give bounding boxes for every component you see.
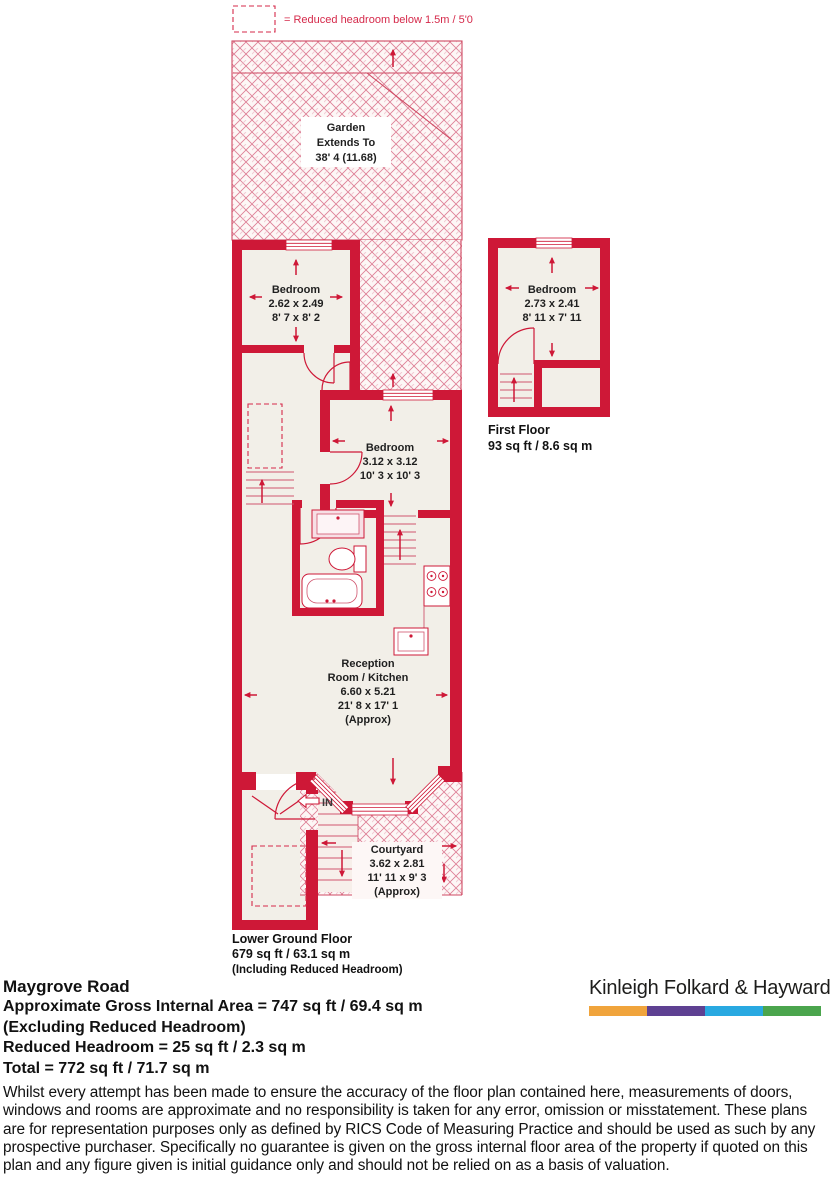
svg-text:8' 7 x 8' 2: 8' 7 x 8' 2 — [271, 312, 321, 324]
window-bedroom-mid — [383, 390, 433, 400]
svg-text:3.12 x 3.12: 3.12 x 3.12 — [362, 456, 418, 468]
garden-extends: Extends To — [316, 137, 376, 149]
excluding-line: (Excluding Reduced Headroom) — [3, 1018, 246, 1036]
bedroom-mid-label — [360, 442, 420, 482]
in-label: IN — [322, 797, 333, 809]
svg-text:679 sq ft / 63.1 sq m: 679 sq ft / 63.1 sq m — [232, 947, 351, 961]
total-area-line: Total = 772 sq ft / 71.7 sq m — [3, 1059, 210, 1077]
legend-dashed-box — [233, 6, 275, 32]
reduced-headroom-legend — [233, 6, 473, 32]
brand-logo — [589, 977, 831, 1016]
legend-label: = Reduced headroom below 1.5m / 5'0 — [284, 14, 473, 26]
svg-text:21' 8 x 17' 1: 21' 8 x 17' 1 — [337, 700, 399, 712]
bedroom-lg-label — [268, 284, 323, 324]
svg-text:Bedroom: Bedroom — [365, 442, 415, 454]
garden-name: Garden — [326, 122, 366, 134]
window-bedroom-lg — [286, 240, 332, 250]
svg-text:Bedroom: Bedroom — [527, 284, 577, 296]
brand-bar-segment — [763, 1006, 821, 1016]
disclaimer-text: Whilst every attempt has been made to ensure the accuracy of the floor plan contained here, measurements of doors, windows and rooms are approximate and no responsibility is taken for any error, omission or misstatement. These plans are for representation purposes only as defined by RICS Code of Measuring Practice and should be used as such by any prospective purchaser. Specifically no guarantee is given on the gross internal floor area of the property if quoted on this plan and any figure given is initial guidance only and should not be relied on as a basis of valuation. — [3, 1084, 816, 1175]
garden-dimension: 38' 4 (11.68) — [315, 152, 377, 164]
first-floor-caption — [488, 423, 592, 453]
svg-text:2.73 x 2.41: 2.73 x 2.41 — [524, 298, 580, 310]
svg-text:Bedroom: Bedroom — [271, 284, 321, 296]
brand-bar-segment — [647, 1006, 705, 1016]
stove — [424, 566, 450, 606]
svg-text:8' 11 x 7' 11: 8' 11 x 7' 11 — [522, 312, 582, 324]
svg-text:(Approx): (Approx) — [345, 714, 391, 726]
lower-ground-caption — [232, 932, 403, 976]
brand-bar-segment — [705, 1006, 763, 1016]
bathtub — [302, 574, 362, 608]
garden-area — [232, 41, 462, 240]
svg-text:(Approx): (Approx) — [374, 886, 420, 898]
brand-bar-segment — [589, 1006, 647, 1016]
brand-name: Kinleigh Folkard & Hayward — [589, 977, 831, 999]
svg-text:93 sq ft / 8.6 sq m: 93 sq ft / 8.6 sq m — [488, 439, 593, 453]
svg-text:11' 11 x 9' 3: 11' 11 x 9' 3 — [367, 872, 427, 884]
svg-text:Lower Ground Floor: Lower Ground Floor — [232, 932, 353, 946]
svg-text:6.60 x 5.21: 6.60 x 5.21 — [340, 686, 396, 698]
reduced-headroom-line: Reduced Headroom = 25 sq ft / 2.3 sq m — [3, 1039, 306, 1056]
svg-text:2.62 x 2.49: 2.62 x 2.49 — [268, 298, 324, 310]
bathroom-sink — [312, 510, 364, 538]
svg-text:Courtyard: Courtyard — [370, 844, 424, 856]
brand-color-bar — [589, 1006, 821, 1016]
svg-text:First Floor: First Floor — [488, 423, 550, 437]
courtyard-label — [352, 842, 442, 899]
bedroom-ff-label — [522, 284, 581, 324]
garden-strip-hatch — [360, 240, 462, 390]
svg-text:(Including Reduced Headroom): (Including Reduced Headroom) — [232, 964, 403, 976]
toilet — [329, 546, 366, 572]
svg-text:3.62 x 2.81: 3.62 x 2.81 — [369, 858, 425, 870]
svg-text:Reception: Reception — [341, 658, 395, 670]
property-address: Maygrove Road — [3, 977, 130, 996]
svg-text:10' 3 x 10' 3: 10' 3 x 10' 3 — [359, 470, 421, 482]
svg-text:Room / Kitchen: Room / Kitchen — [327, 672, 409, 684]
gross-area-line: Approximate Gross Internal Area = 747 sq ft / 69.4 sq m — [3, 998, 423, 1015]
window-bedroom-ff — [536, 238, 572, 248]
bay-window-center — [352, 804, 408, 815]
